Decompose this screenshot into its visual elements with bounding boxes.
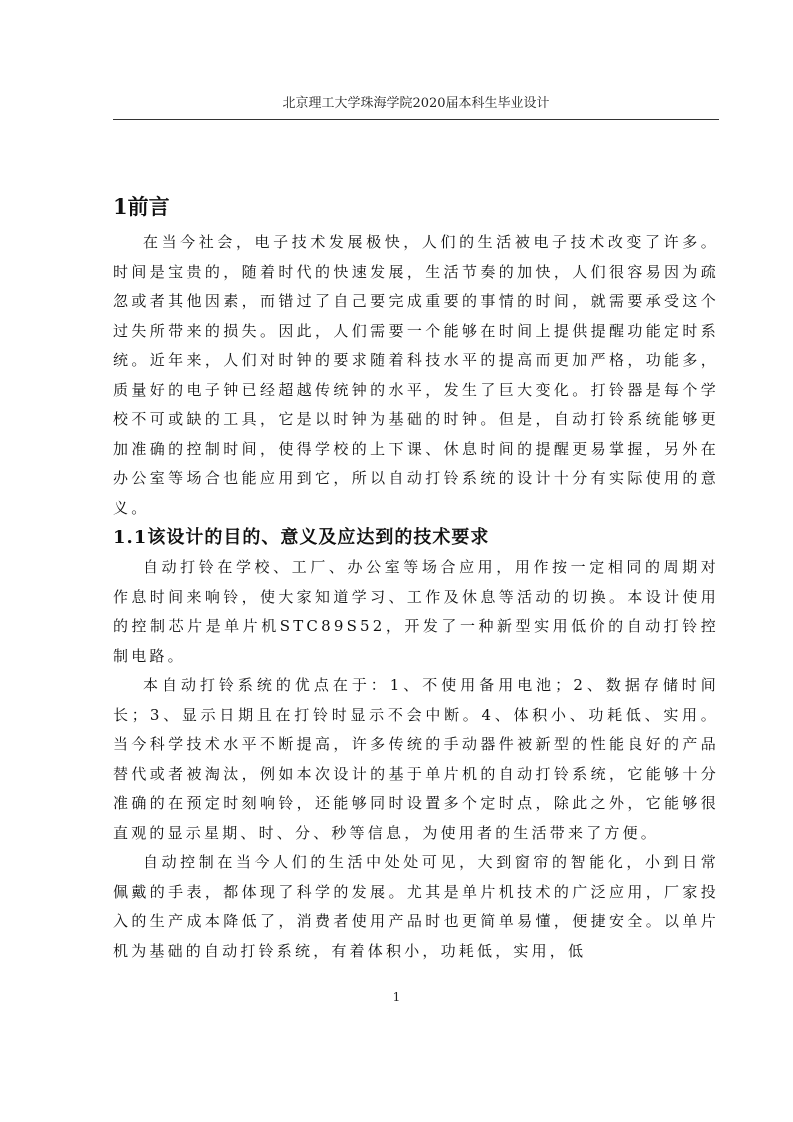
running-header: 北京理工大学珠海学院2020届本科生毕业设计 (282, 96, 550, 111)
heading-section-1-1: 1.1该设计的目的、意义及应达到的技术要求 (113, 527, 490, 548)
paragraph-1-1-3: 自动控制在当今人们的生活中处处可见，大到窗帘的智能化，小到日常佩戴的手表，都体现了科学的发展。尤其是单片机技术的广泛应用，厂家投入的生产成本降低了，消费者使用产品时也更简单易懂，便捷安全。以单片机为基础的自动打铃系统，有着体积小，功耗低，实用，低 (113, 853, 719, 960)
page-number: 1 (392, 990, 401, 1004)
paragraph-intro-1: 在当今社会，电子技术发展极快，人们的生活被电子技术改变了许多。时间是宝贵的，随着时代的快速发展，生活节奏的加快，人们很容易因为疏忽或者其他因素，而错过了自己要完成重要的事情的时间，就需要承受这个过失所带来的损失。因此，人们需要一个能够在时间上提供提醒功能定时系统。近年来，人们对时钟的要求随着科技水平的提高而更加严格，功能多，质量好的电子钟已经超越传统钟的水平，发生了巨大变化。打铃器是每个学校不可或缺的工具，它是以时钟为基础的时钟。但是，自动打铃系统能够更加准确的控制时间，使得学校的上下课、休息时间的提醒更易掌握，另外在办公室等场合也能应用到它，所以自动打铃系统的设计十分有实际使用的意义。 (113, 233, 719, 517)
heading-intro: 1前言 (113, 194, 170, 219)
header-rule (113, 119, 719, 120)
paragraph-1-1-2: 本自动打铃系统的优点在于：1、不使用备用电池；2、数据存储时间长；3、显示日期且在打铃时显示不会中断。4、体积小、功耗低、实用。当今科学技术水平不断提高，许多传统的手动器件被新型的性能良好的产品替代或者被淘汰，例如本次设计的基于单片机的自动打铃系统，它能够十分准确的在预定时刻响铃，还能够同时设置多个定时点，除此之外，它能够很直观的显示星期、时、分、秒等信息，为使用者的生活带来了方便。 (113, 676, 719, 842)
paragraph-1-1-1: 自动打铃在学校、工厂、办公室等场合应用，用作按一定相同的周期对作息时间来响铃，使大家知道学习、工作及休息等活动的切换。本设计使用的控制芯片是单片机STC89S52，开发了一种新型实用低价的自动打铃控制电路。 (113, 558, 719, 665)
page-content (113, 190, 719, 966)
